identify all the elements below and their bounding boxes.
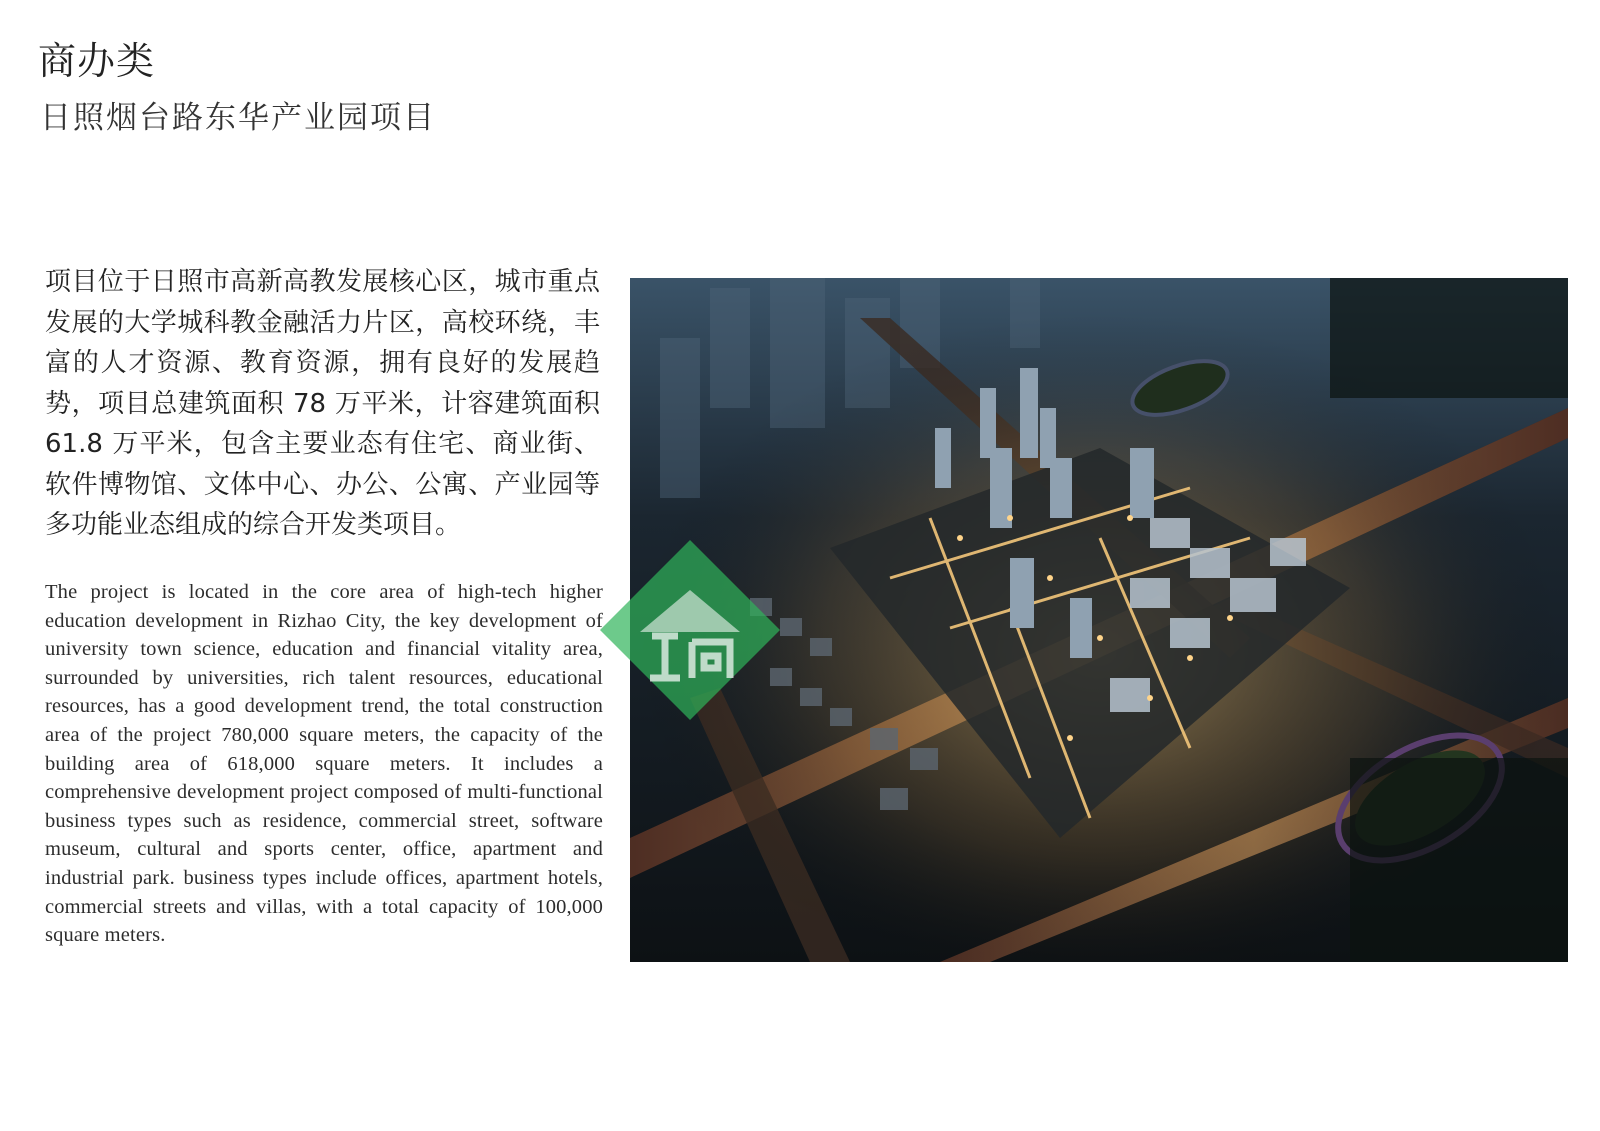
project-title: 日照烟台路东华产业园项目 — [40, 100, 436, 136]
description-english: The project is located in the core area of high-tech higher education development in Rizhao City, the key development of university town science, education and financial vitality area, surrounded by universities, rich talent resources, educational resources, has a good development trend, the total construction area of the project 780,000 square meters, the capacity of the building area of 618,000 square meters. It includes a comprehensive development project composed of multi-functional business types such as residence, commercial street, software museum, cultural and sports center, office, apartment and industrial park. business types include offices, apartment hotels, commercial streets and villas, with a total capacity of 100,000 square meters. — [45, 581, 603, 947]
house-logo-watermark-icon — [600, 540, 780, 720]
description-chinese: 项目位于日照市高新高教发展核心区，城市重点发展的大学城科教金融活力片区，高校环绕，丰富的人才资源、教育资源，拥有良好的发展趋势，项目总建筑面积 78 万平米，计容建筑面积 61.8 万平米，包含主要业态有住宅、商业街、软件博物馆、文体中心、办公、公寓、产业园等多功能业态组成的综合开发类项目。 — [45, 267, 600, 540]
category-heading: 商办类 — [38, 39, 156, 83]
